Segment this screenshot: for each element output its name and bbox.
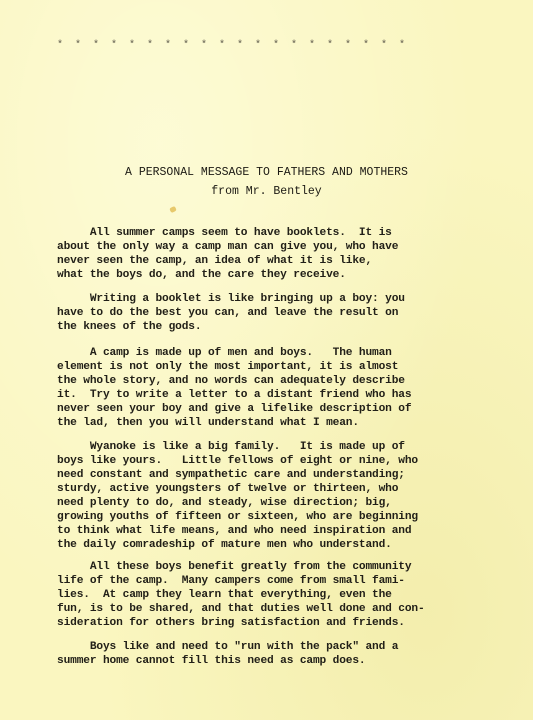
document-title: A PERSONAL MESSAGE TO FATHERS AND MOTHERS [125, 166, 408, 179]
text-line: boys like yours. Little fellows of eight or nine, who [57, 455, 418, 467]
text-line: the whole story, and no words can adequately describe [57, 375, 405, 387]
text-line: life of the camp. Many campers come from small fami- [57, 575, 405, 587]
text-line: All these boys benefit greatly from the community [57, 561, 412, 573]
text-line: the lad, then you will understand what I mean. [57, 417, 359, 429]
text-line: A camp is made up of men and boys. The human [57, 347, 392, 359]
text-line: about the only way a camp man can give you, who have [57, 241, 399, 253]
text-line: the daily comradeship of mature men who understand. [57, 539, 392, 551]
paragraph-community-life [57, 560, 487, 630]
paragraph-wyanoke-family [57, 440, 487, 552]
text-line: sideration for others bring satisfaction and friends. [57, 617, 405, 629]
text-line: what the boys do, and the care they receive. [57, 269, 346, 281]
text-line: growing youths of fifteen or sixteen, who are beginning [57, 511, 418, 523]
paragraph-writing [57, 292, 487, 334]
text-line: Writing a booklet is like bringing up a boy: you [57, 293, 405, 305]
decorative-star-divider: * * * * * * * * * * * * * * * * * * * * [57, 40, 406, 51]
text-line: element is not only the most important, it is almost [57, 361, 399, 373]
text-line: the knees of the gods. [57, 321, 202, 333]
text-line: All summer camps seem to have booklets. It is [57, 227, 392, 239]
text-line: lies. At camp they learn that everything, even the [57, 589, 392, 601]
text-line: have to do the best you can, and leave the result on [57, 307, 399, 319]
paragraph-men-and-boys [57, 346, 487, 430]
paragraph-run-with-the-pack [57, 640, 487, 668]
text-line: need constant and sympathetic care and understanding; [57, 469, 405, 481]
text-line: sturdy, active youngsters of twelve or thirteen, who [57, 483, 399, 495]
text-line: it. Try to write a letter to a distant friend who has [57, 389, 412, 401]
document-subtitle: from Mr. Bentley [211, 185, 322, 198]
text-line: never seen your boy and give a lifelike description of [57, 403, 412, 415]
paragraph-booklets [57, 226, 487, 282]
text-line: to think what life means, and who need inspiration and [57, 525, 412, 537]
text-line: summer home cannot fill this need as camp does. [57, 655, 366, 667]
text-line: fun, is to be shared, and that duties well done and con- [57, 603, 425, 615]
text-line: never seen the camp, an idea of what it is like, [57, 255, 373, 267]
ink-blot-mark [169, 206, 177, 213]
text-line: need plenty to do, and steady, wise direction; big, [57, 497, 392, 509]
text-line: Wyanoke is like a big family. It is made up of [57, 441, 405, 453]
text-line: Boys like and need to "run with the pack" and a [57, 641, 399, 653]
